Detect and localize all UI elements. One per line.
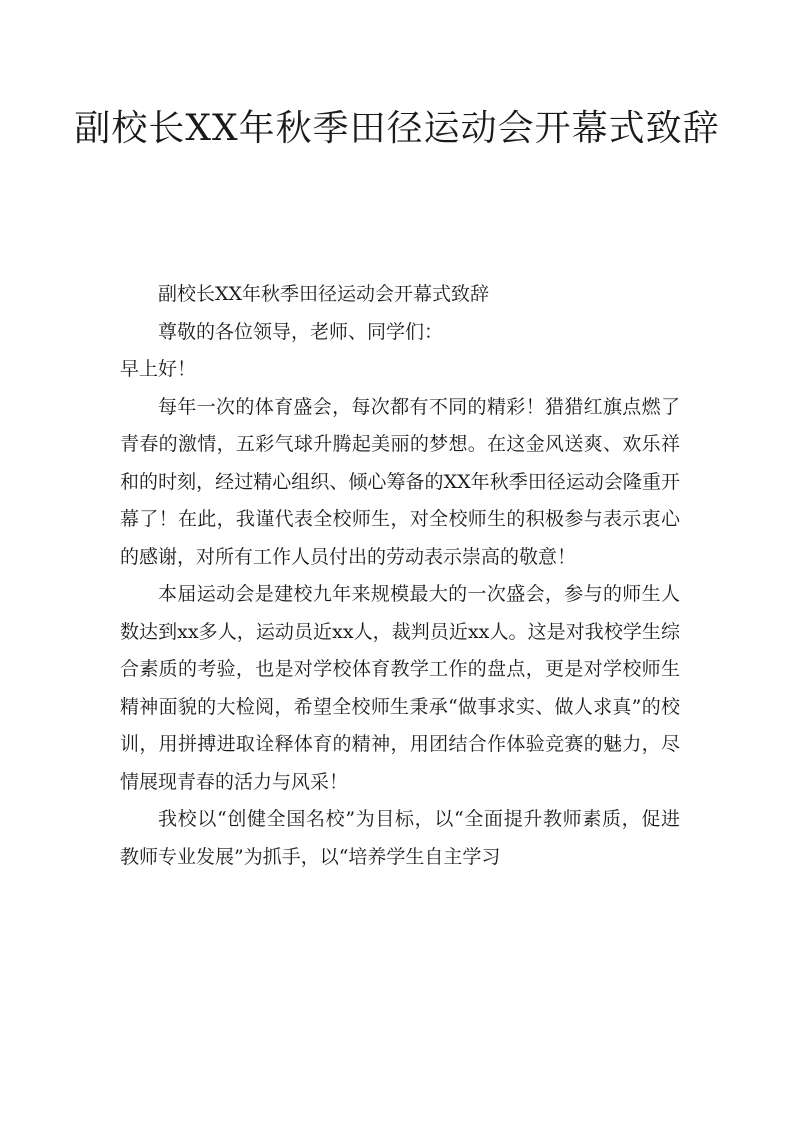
- paragraph-salutation: 尊敬的各位领导，老师、同学们：: [158, 320, 444, 343]
- paragraph-school-goals: 我校以“创健全国名校”为目标，以“全面提升教师素质，促进教师专业发展”为抓手，以“培养学生自主学习: [120, 808, 680, 868]
- paragraph-greeting: 早上好！: [120, 358, 197, 380]
- paragraph-heading-repeat: 副校长XX年秋季田径运动会开幕式致辞: [158, 283, 490, 305]
- document-title: 副校长XX年秋季田径运动会开幕式致辞: [74, 108, 720, 149]
- paragraph-opening: 每年一次的体育盛会，每次都有不同的精彩！猎猎红旗点燃了青春的激情，五彩气球升腾起美丽的梦想。在这金风送爽、欢乐祥和的时刻，经过精心组织、倾心筹备的XX年秋季田径运动会隆重开幕了！在此，我谨代表全校师生，对全校师生的积极参与表示衷心的感谢，对所有工作人员付出的劳动表示崇高的敬意！: [120, 395, 680, 568]
- paragraph-event-scale: 本届运动会是建校九年来规模最大的一次盛会，参与的师生人数达到xx多人，运动员近xx人，裁判员近xx人。这是对我校学生综合素质的考验，也是对学校体育教学工作的盘点，更是对学校师生精神面貌的大检阅，希望全校师生秉承“做事求实、做人求真”的校训，用拼搏进取诠释体育的精神，用团结合作体验竞赛的魅力，尽情展现青春的活力与风采！: [120, 583, 680, 793]
- document-body: [120, 276, 680, 876]
